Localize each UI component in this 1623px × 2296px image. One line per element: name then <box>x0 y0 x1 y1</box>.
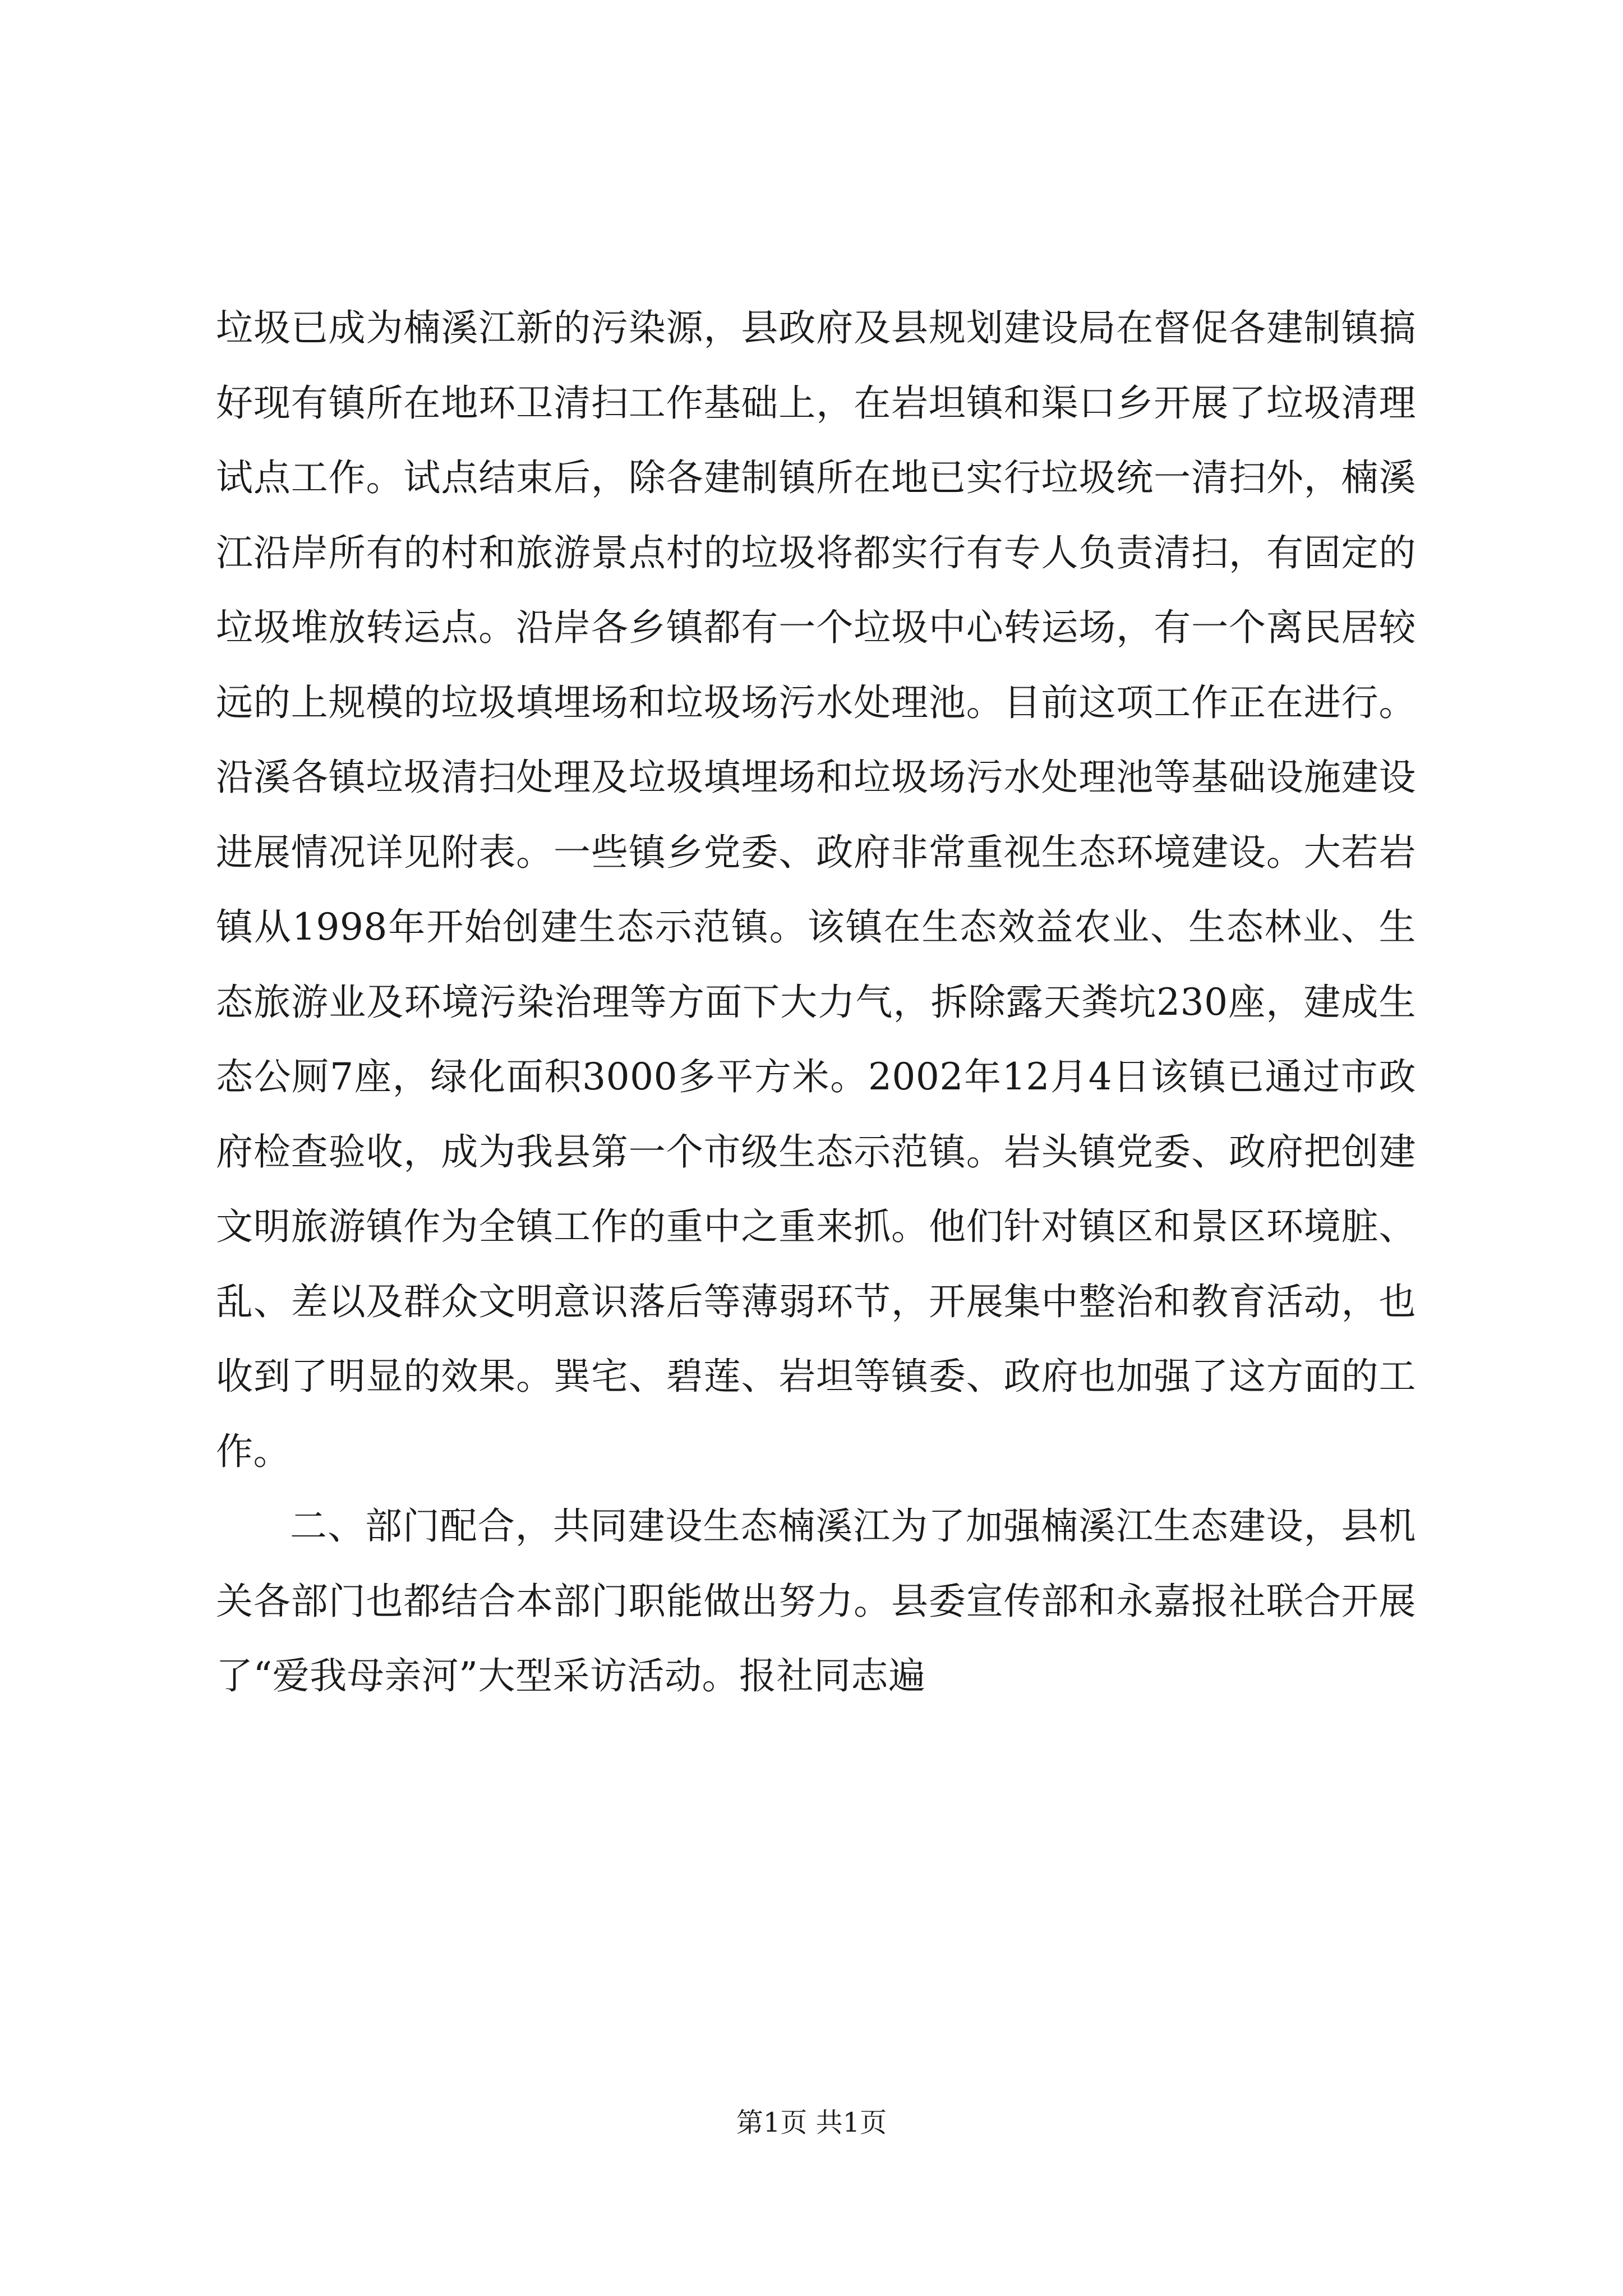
document-body <box>216 291 1416 1714</box>
paragraph-1: 垃圾已成为楠溪江新的污染源，县政府及县规划建设局在督促各建制镇搞好现有镇所在地环卫清扫工作基础上，在岩坦镇和渠口乡开展了垃圾清理试点工作。试点结束后，除各建制镇所在地已实行垃圾统一清扫外，楠溪江沿岸所有的村和旅游景点村的垃圾将都实行有专人负责清扫，有固定的垃圾堆放转运点。沿岸各乡镇都有一个垃圾中心转运场，有一个离民居较远的上规模的垃圾填埋场和垃圾场污水处理池。目前这项工作正在进行。沿溪各镇垃圾清扫处理及垃圾填埋场和垃圾场污水处理池等基础设施建设进展情况详见附表。一些镇乡党委、政府非常重视生态环境建设。大若岩镇从1998年开始创建生态示范镇。该镇在生态效益农业、生态林业、生态旅游业及环境污染治理等方面下大力气，拆除露天粪坑230座，建成生态公厕7座，绿化面积3000多平方米。2002年12月4日该镇已通过市政府检查验收，成为我县第一个市级生态示范镇。岩头镇党委、政府把创建文明旅游镇作为全镇工作的重中之重来抓。他们针对镇区和景区环境脏、乱、差以及群众文明意识落后等薄弱环节，开展集中整治和教育活动，也收到了明显的效果。巽宅、碧莲、岩坦等镇委、政府也加强了这方面的工作。 <box>216 306 1416 1473</box>
page-footer: 第1页 共1页 <box>736 2107 887 2138</box>
paragraph-2: 二、部门配合，共同建设生态楠溪江为了加强楠溪江生态建设，县机关各部门也都结合本部门职能做出努力。县委宣传部和永嘉报社联合开展了“爱我母亲河”大型采访活动。报社同志遍 <box>216 1504 1416 1697</box>
